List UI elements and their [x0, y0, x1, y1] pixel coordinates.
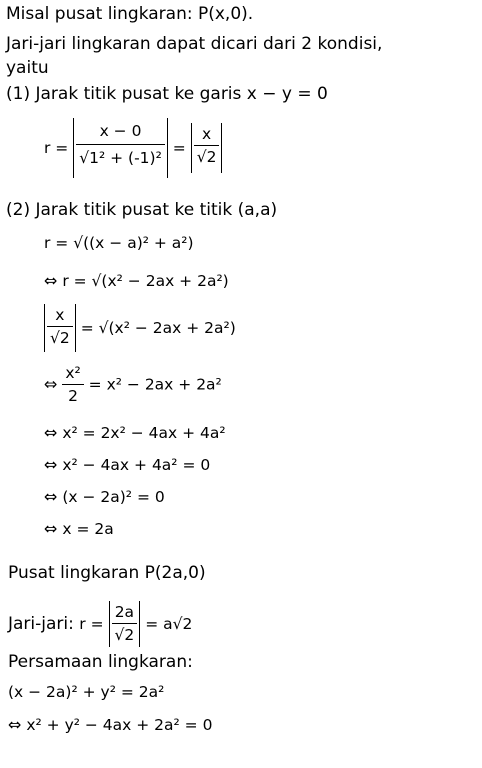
equation-1	[44, 118, 222, 178]
equation-7	[44, 456, 210, 474]
eq12-text: x² + y² − 4ax + 2a² = 0	[26, 716, 213, 734]
equation-8	[44, 488, 165, 506]
iff-arrow-icon: ⇔	[44, 487, 58, 506]
equation-11: (x − 2a)² + y² = 2a²	[8, 683, 165, 701]
equation-4	[44, 304, 236, 352]
line-yaitu: yaitu	[6, 58, 49, 78]
eq5-numerator: x²	[65, 364, 81, 382]
eq4-abs	[44, 304, 76, 352]
iff-arrow-icon: ⇔	[44, 271, 58, 290]
equation-3	[44, 272, 229, 290]
line-jari-jari: Jari-jari lingkaran dapat dicari dari 2 kondisi,	[6, 34, 383, 54]
line-jari-jari-result	[8, 600, 192, 648]
eq5-fraction	[62, 364, 83, 405]
eq1-equals: =	[172, 139, 186, 157]
eq10-r: r =	[79, 615, 104, 633]
eq4-fraction	[47, 306, 73, 347]
sqrt-icon: √	[196, 148, 207, 166]
iff-arrow-icon: ⇔	[44, 519, 58, 538]
equation-12	[8, 716, 212, 734]
eq10-numerator: 2a	[114, 603, 135, 621]
eq1-denominator: √1² + (-1)²	[76, 144, 165, 167]
iff-arrow-icon: ⇔	[44, 423, 58, 442]
eq8-text: (x − 2a)² = 0	[62, 488, 165, 506]
line-persamaan-lingkaran: Persamaan lingkaran:	[8, 652, 193, 672]
eq5-denominator: 2	[62, 384, 83, 405]
eq9-text: x = 2a	[62, 520, 114, 538]
line-pusat-lingkaran: Pusat lingkaran P(2a,0)	[8, 563, 206, 583]
line-kondisi-2: (2) Jarak titik pusat ke titik (a,a)	[6, 200, 278, 220]
eq10-abs	[109, 601, 141, 647]
eq10-denominator: √2	[112, 623, 138, 644]
eq10-rhs: = a√2	[145, 615, 193, 633]
eq1-denominator-2: √2	[194, 145, 220, 166]
line-kondisi-1: (1) Jarak titik pusat ke garis x − y = 0	[6, 84, 328, 104]
eq6-text: x² = 2x² − 4ax + 4a²	[62, 424, 226, 442]
iff-arrow-icon: ⇔	[8, 715, 22, 734]
eq1-fraction-2	[194, 125, 220, 166]
eq4-rhs: = √(x² − 2ax + 2a²)	[80, 319, 236, 337]
sqrt-icon: √	[114, 626, 125, 644]
equation-10	[79, 601, 192, 647]
eq1-numerator-2: x	[201, 125, 212, 143]
eq10-fraction	[112, 603, 138, 644]
eq1-abs-1	[73, 118, 168, 178]
sqrt-icon: √	[79, 149, 90, 167]
eq5-rhs: = x² − 2ax + 2a²	[88, 375, 222, 394]
eq1-abs-2	[191, 123, 223, 173]
sqrt-icon: √	[50, 329, 60, 347]
jari-jari-label: Jari-jari:	[8, 614, 74, 634]
eq1-numerator: x − 0	[99, 122, 142, 140]
eq4-denominator: √2	[47, 326, 73, 347]
equation-6	[44, 424, 226, 442]
equation-2: r = √((x − a)² + a²)	[44, 234, 194, 252]
equation-9	[44, 520, 114, 538]
eq1-r: r =	[44, 139, 69, 157]
iff-arrow-icon: ⇔	[44, 455, 58, 474]
eq1-fraction-1	[76, 122, 165, 167]
eq3-text: r = √(x² − 2ax + 2a²)	[62, 272, 229, 290]
eq7-text: x² − 4ax + 4a² = 0	[62, 456, 211, 474]
eq4-numerator: x	[55, 306, 65, 324]
iff-arrow-icon: ⇔	[44, 374, 58, 394]
line-misal: Misal pusat lingkaran: P(x,0).	[6, 4, 254, 24]
equation-5	[44, 364, 222, 405]
